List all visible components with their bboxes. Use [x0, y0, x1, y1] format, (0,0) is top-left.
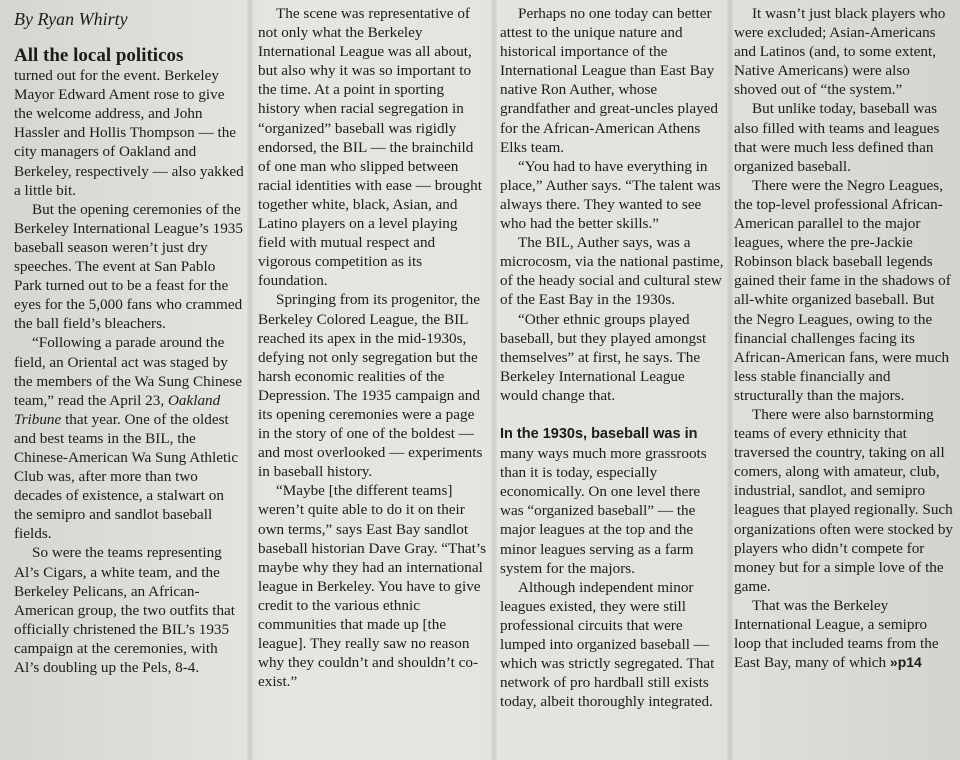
- paragraph: [500, 424, 724, 578]
- paragraph: “Maybe [the different teams] weren’t quite able to do it on their own terms,” says East Bay sandlot baseball historian Dave Gray. “That’s maybe why they had an international league in Berkeley. You have to give credit to the various ethnic communities that made up [the league]. They really saw no reason why they couldn’t and shouldn’t co-exist.”: [258, 482, 487, 691]
- article-column-2: [250, 0, 494, 760]
- paragraph: But unlike today, baseball was also filled with teams and leagues that were much less defined than organized baseball.: [734, 100, 940, 175]
- section-break: [500, 405, 724, 424]
- paragraph: [14, 46, 244, 200]
- paragraph: The BIL, Auther says, was a microcosm, via the national pastime, of the heady social and cultural stew of the East Bay in the 1930s.: [500, 234, 724, 309]
- article-column-3: [494, 0, 730, 760]
- section-lead-in: In the 1930s, baseball was in: [500, 425, 698, 442]
- publication-name: Oakland Tribune: [14, 391, 221, 428]
- paragraph-text: many ways much more grassroots than it is today, especially economically. On one level there was “organized baseball” — the major leagues at the top and the minor leagues serving as a farm system for the majors.: [500, 445, 707, 577]
- lead-in: All the local politicos: [14, 45, 184, 66]
- paragraph: [14, 333, 244, 543]
- paragraph: [734, 596, 956, 672]
- paragraph: Perhaps no one today can better attest to the unique nature and historical importance of the International League than East Bay native Ron Auther, whose grandfather and great-uncles played for the African-American Athens Elks team.: [500, 5, 719, 156]
- byline: By Ryan Whirty: [14, 9, 128, 29]
- paragraph: But the opening ceremonies of the Berkeley International League’s 1935 baseball season weren’t just dry speeches. The event at San Pablo Park turned out to be a feast for the eyes for the 5,000 fans who crammed the ball field’s bleachers.: [14, 200, 243, 333]
- paragraph: Although independent minor leagues existed, they were still professional circuits that were lumped into organized baseball — which was strictly segregated. That network of pro hardball still exists today, albeit thoroughly integrated.: [500, 578, 715, 711]
- paragraph: There were the Negro Leagues, the top-level professional African-American parallel to the major leagues, where the pre-Jackie Robinson black baseball legends gained their fame in the shadows of all-white organized baseball. But the Negro Leagues, owing to the financial challenges facing its African-American fans, were much less stable financially and structurally than the majors.: [734, 176, 951, 404]
- article-column-4: [730, 0, 960, 760]
- paragraph: So were the teams representing Al’s Cigars, a white team, and the Berkeley Pelicans, an African-American group, the two outfits that officially christened the BIL’s 1935 campaign at the ceremonies, with Al’s doubling up the Pels, 8-4.: [14, 544, 236, 676]
- paragraph: Springing from its progenitor, the Berkeley Colored League, the BIL reached its apex in the mid-1930s, defying not only segregation but the harsh economic realities of the Depression. The 1935 campaign and its opening ceremonies were a page in the story of one of the boldest — and most overlooked — experiments in baseball history.: [258, 291, 483, 481]
- article-column-1: [0, 0, 250, 760]
- paragraph-text: That was the Berkeley International League, a semipro loop that included teams from the East Bay, many of which: [734, 596, 939, 672]
- continued-on-page-link[interactable]: »p14: [889, 654, 922, 671]
- paragraph-text: that year. One of the oldest and best teams in the BIL, the Chinese-American Wa Sung Athletic Club was, after more than two decades of existence, a stalwart on the semipro and sandlot baseball fields.: [14, 410, 239, 543]
- paragraph-text: “Following a parade around the field, an Oriental act was staged by the members of the Wa Sung Chinese team,” read the April 23,: [14, 334, 242, 409]
- paragraph: It wasn’t just black players who were excluded; Asian-Americans and Latinos (and, to some extent, Native Americans) were also shoved out of “the system.”: [734, 5, 946, 99]
- paragraph: The scene was representative of not only what the Berkeley International League was all about, but also why it was so important to the time. At a point in sporting history when racial segregation in “organized” baseball was rigidly endorsed, the BIL — the brainchild of one man who slipped between racial identities with ease — brought together white, black, Asian, and Latino players on a level playing field with mutual respect and vigorous competition as its foundation.: [258, 5, 482, 290]
- paragraph-text: turned out for the event. Berkeley Mayor Edward Ament rose to give the welcome address, and John Hassler and Hollis Thompson — the city managers of Oakland and Berkeley, respectively — also yakked a little bit.: [14, 67, 244, 199]
- paragraph: There were also barnstorming teams of every ethnicity that traversed the country, taking on all comers, along with amateur, club, industrial, sandlot, and semipro leagues that played regionally. Such organizations often were stocked by players who didn’t compete for money but for a simple love of the game.: [734, 405, 954, 595]
- paragraph: “You had to have everything in place,” Auther says. “The talent was always there. They wanted to see who had the better skills.”: [500, 157, 721, 233]
- paragraph: “Other ethnic groups played baseball, but they played amongst themselves” at first, he says. The Berkeley International League would change that.: [500, 310, 707, 404]
